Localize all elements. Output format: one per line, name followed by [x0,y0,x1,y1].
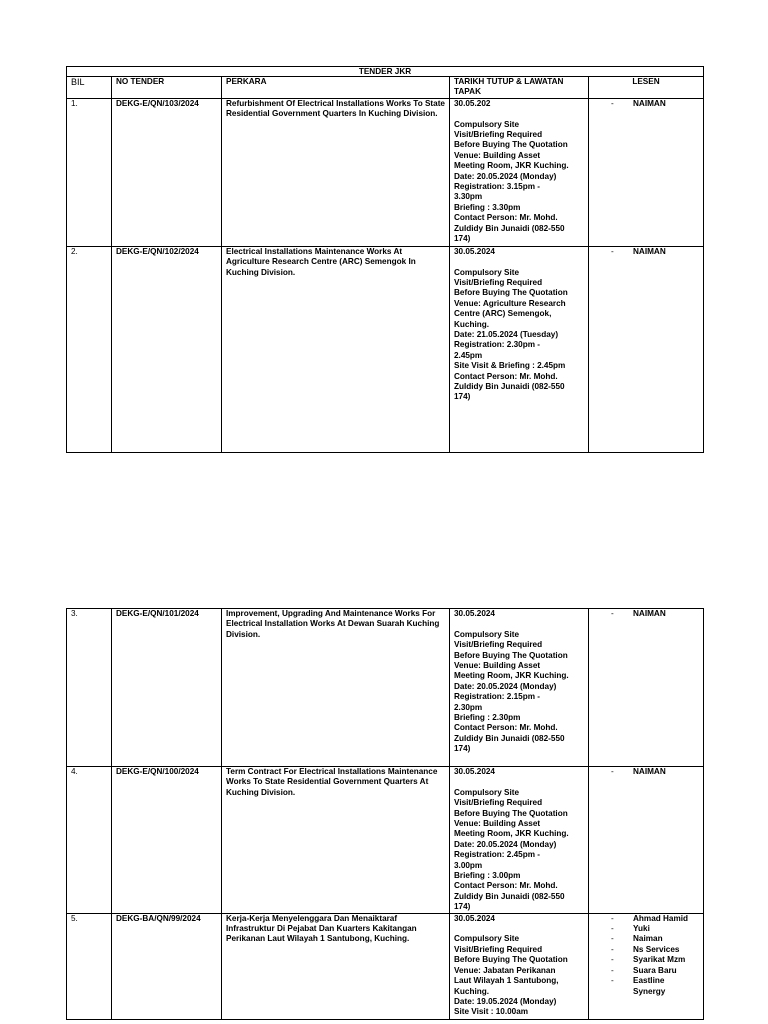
cell-lesen [589,767,704,914]
lesen-item [593,247,699,257]
cell-bil: 5. [67,913,112,1019]
lesen-name: Yuki [633,924,650,934]
lesen-item [593,99,699,109]
closing-date: 30.05.2024 [454,609,495,618]
lesen-item [593,924,699,934]
site-visit-line: Visit/Briefing Required [454,130,543,140]
site-visit-line: Registration: 2.30pm - [454,340,540,350]
site-visit-line: Meeting Room, JKR Kuching. [454,829,569,839]
cell-tarikh [450,98,589,246]
lesen-list [593,914,699,997]
spacer [454,924,584,934]
site-visit-line: Visit/Briefing Required [454,640,543,650]
bullet-dash: - [611,98,614,108]
site-visit-line: Zuldidy Bin Junaidi (082-550 [454,223,565,233]
site-visit-line: Zuldidy Bin Junaidi (082-550 [454,382,565,392]
cell-perkara: Refurbishment Of Electrical Installations Works To State Residential Government Quarters In Kuching Division. [222,98,450,246]
tender-table-page-2 [66,608,704,1020]
site-visit-line: 3.00pm [454,860,483,870]
site-visit-line: Date: 21.05.2024 (Tuesday) [454,330,559,340]
bullet-dash: - [611,246,614,256]
header-no-tender: NO TENDER [112,77,222,99]
table-row [67,913,704,1019]
table-row [67,767,704,914]
site-visit-line: Date: 20.05.2024 (Monday) [454,681,557,691]
lesen-item [593,945,699,955]
lesen-name: Syarikat Mzm [633,955,686,965]
lesen-item [593,934,699,944]
header-tarikh: TARIKH TUTUP & LAWATAN TAPAK [450,77,589,99]
site-visit-line: Before Buying The Quotation [454,808,568,818]
spacer [454,777,584,787]
lesen-name: Ns Services [633,944,680,954]
site-visit-line: Visit/Briefing Required [454,278,543,288]
site-visit-line: Venue: Jabatan Perikanan [454,965,556,975]
closing-date: 30.05.202 [454,98,491,108]
site-visit-line: Site Visit : 10.00am [454,1007,529,1017]
bullet-dash: - [611,955,614,965]
header-perkara: PERKARA [222,77,450,99]
cell-lesen [589,609,704,767]
site-visit-line: Registration: 3.15pm - [454,182,540,192]
cell-bil: 2. [67,246,112,452]
site-visit-line: Compulsory Site [454,629,520,639]
cell-no-tender: DEKG-E/QN/102/2024 [112,246,222,452]
site-visit-line: Venue: Building Asset [454,661,541,671]
cell-perkara: Kerja-Kerja Menyelenggara Dan Menaiktaraf Infrastruktur Di Pejabat Dan Kuarters Kakitangan Perikanan Laut Wilayah 1 Santubong, Kuching. [222,913,450,1019]
spacer [454,619,584,629]
site-visit-line: Compulsory Site [454,934,520,944]
lesen-item [593,609,699,619]
closing-date: 30.05.2024 [454,246,495,256]
bullet-dash: - [611,976,614,986]
lesen-list [593,767,699,777]
lesen-name: NAIMAN [633,767,666,776]
closing-date: 30.05.2024 [454,767,495,776]
site-visit-line: 174) [454,902,471,912]
header-bil: BIL [67,77,112,99]
site-visit-line: Date: 20.05.2024 (Monday) [454,171,557,181]
lesen-name: NAIMAN [633,246,666,256]
cell-tarikh [450,609,589,767]
cell-bil: 4. [67,767,112,914]
site-visit-line: Contact Person: Mr. Mohd. [454,213,558,223]
site-visit-line: Compulsory Site [454,267,520,277]
site-visit-line: Venue: Building Asset [454,819,541,829]
site-visit-line: Compulsory Site [454,119,520,129]
site-visit-line: Visit/Briefing Required [454,798,543,808]
table-row [67,246,704,452]
site-visit-line: Before Buying The Quotation [454,955,568,965]
lesen-name: NAIMAN [633,609,666,618]
lesen-item [593,914,699,924]
cell-no-tender: DEKG-E/QN/100/2024 [112,767,222,914]
site-visit-line: Contact Person: Mr. Mohd. [454,881,558,891]
site-visit-line: Contact Person: Mr. Mohd. [454,723,558,733]
lesen-name: Naiman [633,934,663,944]
site-visit-line: Registration: 2.15pm - [454,692,540,702]
site-visit-line: Contact Person: Mr. Mohd. [454,371,558,381]
site-visit-line: Date: 19.05.2024 (Monday) [454,996,557,1006]
lesen-item [593,767,699,777]
cell-no-tender: DEKG-BA/QN/99/2024 [112,913,222,1019]
site-visit-line: 2.30pm [454,702,483,712]
site-visit-line: 174) [454,234,471,244]
cell-lesen [589,913,704,1019]
site-visit-line: Visit/Briefing Required [454,944,543,954]
site-visit-line: 3.30pm [454,192,483,202]
site-visit-line: Briefing : 3.00pm [454,871,521,881]
site-visit-line: Date: 20.05.2024 (Monday) [454,839,557,849]
cell-perkara: Term Contract For Electrical Installations Maintenance Works To State Residential Government Quarters At Kuching Division. [222,767,450,914]
cell-no-tender: DEKG-E/QN/103/2024 [112,98,222,246]
table-row [67,609,704,767]
site-visit-line: Laut Wilayah 1 Santubong, [454,976,559,986]
cell-perkara: Electrical Installations Maintenance Works At Agriculture Research Centre (ARC) Semengok In Kuching Division. [222,246,450,452]
lesen-list [593,247,699,257]
lesen-item [593,976,699,986]
site-visit-line: Kuching. [454,319,490,329]
bullet-dash: - [611,944,614,954]
lesen-item [593,987,699,997]
site-visit-line: Kuching. [454,986,490,996]
bullet-dash: - [611,924,614,934]
site-visit-line: Meeting Room, JKR Kuching. [454,671,569,681]
site-visit-line: Zuldidy Bin Junaidi (082-550 [454,891,565,901]
lesen-list [593,99,699,109]
site-visit-line: Venue: Agriculture Research [454,298,566,308]
spacer [454,257,584,267]
lesen-list [593,609,699,619]
cell-tarikh [450,913,589,1019]
site-visit-line: 174) [454,392,471,402]
bullet-dash: - [611,609,614,618]
site-visit-line: Before Buying The Quotation [454,288,568,298]
site-visit-line: Compulsory Site [454,787,520,797]
lesen-name: Synergy [633,986,666,996]
closing-date: 30.05.2024 [454,913,495,923]
cell-bil: 1. [67,98,112,246]
site-visit-line: Meeting Room, JKR Kuching. [454,161,569,171]
lesen-name: Ahmad Hamid [633,913,689,923]
lesen-name: NAIMAN [633,98,666,108]
bullet-dash: - [611,913,614,923]
site-visit-line: Briefing : 3.30pm [454,202,521,212]
site-visit-line: Centre (ARC) Semengok, [454,309,552,319]
site-visit-line: Registration: 2.45pm - [454,850,540,860]
header-lesen: LESEN [589,77,704,99]
site-visit-line: Zuldidy Bin Junaidi (082-550 [454,733,565,743]
lesen-item [593,955,699,965]
lesen-item [593,966,699,976]
cell-no-tender: DEKG-E/QN/101/2024 [112,609,222,767]
bullet-dash: - [611,965,614,975]
cell-perkara: Improvement, Upgrading And Maintenance Works For Electrical Installation Works At Dewan Suarah Kuching Division. [222,609,450,767]
site-visit-line: Briefing : 2.30pm [454,713,521,723]
table-title: TENDER JKR [67,67,704,77]
cell-lesen [589,98,704,246]
cell-lesen [589,246,704,452]
site-visit-line: Before Buying The Quotation [454,140,568,150]
site-visit-line: Venue: Building Asset [454,150,541,160]
header-row [67,77,704,99]
tender-table-page-1 [66,66,704,453]
site-visit-line: 2.45pm [454,350,483,360]
lesen-name: Suara Baru [633,965,677,975]
lesen-name: Eastline [633,976,665,986]
bullet-dash: - [611,934,614,944]
cell-bil: 3. [67,609,112,767]
site-visit-line: Before Buying The Quotation [454,650,568,660]
cell-tarikh [450,246,589,452]
table-row [67,98,704,246]
bullet-dash: - [611,767,614,776]
cell-tarikh [450,767,589,914]
spacer [454,109,584,119]
site-visit-line: 174) [454,744,471,754]
site-visit-line: Site Visit & Briefing : 2.45pm [454,361,566,371]
